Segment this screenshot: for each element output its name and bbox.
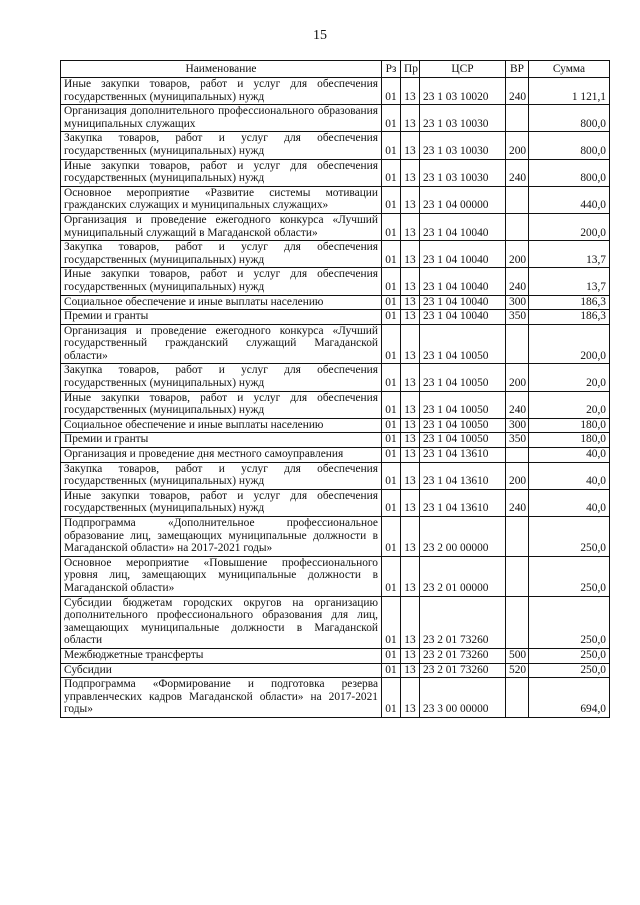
cell-csr: 23 1 04 10050 [420,433,506,448]
table-row [61,186,610,213]
cell-csr: 23 2 01 73260 [420,663,506,678]
cell-csr: 23 1 04 10040 [420,213,506,240]
cell-pr: 13 [401,105,420,132]
cell-name: Иные закупки товаров, работ и услуг для обеспечения государственных (муниципальных) нужд [61,78,382,105]
cell-vr: 350 [506,310,529,325]
cell-name: Организация и проведение ежегодного конкурса «Лучший государственный гражданский служащий Магаданской области» [61,324,382,364]
cell-csr: 23 1 04 10050 [420,391,506,418]
table-row [61,78,610,105]
cell-vr: 500 [506,648,529,663]
cell-sum: 40,0 [529,489,610,516]
header-sum: Сумма [529,61,610,78]
cell-pr: 13 [401,391,420,418]
cell-csr: 23 2 01 73260 [420,648,506,663]
cell-pr: 13 [401,596,420,648]
cell-pr: 13 [401,364,420,391]
cell-vr: 300 [506,418,529,433]
cell-name: Основное мероприятие «Развитие системы мотивации гражданских служащих и муниципальных служащих» [61,186,382,213]
cell-name: Премии и гранты [61,433,382,448]
cell-csr: 23 3 00 00000 [420,678,506,718]
cell-rz: 01 [382,596,401,648]
cell-rz: 01 [382,391,401,418]
cell-rz: 01 [382,489,401,516]
cell-sum: 180,0 [529,433,610,448]
cell-pr: 13 [401,648,420,663]
cell-sum: 186,3 [529,310,610,325]
cell-pr: 13 [401,159,420,186]
cell-rz: 01 [382,132,401,159]
cell-pr: 13 [401,678,420,718]
cell-sum: 40,0 [529,462,610,489]
cell-sum: 250,0 [529,517,610,557]
header-rz: Рз [382,61,401,78]
cell-sum: 20,0 [529,364,610,391]
table-row [61,648,610,663]
cell-sum: 200,0 [529,213,610,240]
table-row [61,663,610,678]
cell-sum: 250,0 [529,596,610,648]
cell-sum: 13,7 [529,268,610,295]
table-row [61,433,610,448]
cell-sum: 694,0 [529,678,610,718]
cell-rz: 01 [382,648,401,663]
table-row [61,310,610,325]
cell-csr: 23 1 04 10040 [420,295,506,310]
cell-pr: 13 [401,268,420,295]
cell-rz: 01 [382,78,401,105]
cell-rz: 01 [382,241,401,268]
cell-name: Организация и проведение дня местного самоуправления [61,448,382,463]
cell-rz: 01 [382,159,401,186]
cell-rz: 01 [382,364,401,391]
cell-vr [506,213,529,240]
table-header-row [61,61,610,78]
cell-pr: 13 [401,517,420,557]
cell-pr: 13 [401,418,420,433]
cell-sum: 250,0 [529,663,610,678]
table-row [61,105,610,132]
cell-vr: 200 [506,364,529,391]
header-name: Наименование [61,61,382,78]
cell-rz: 01 [382,310,401,325]
cell-name: Иные закупки товаров, работ и услуг для обеспечения государственных (муниципальных) нужд [61,489,382,516]
table-row [61,324,610,364]
cell-name: Основное мероприятие «Повышение профессионального уровня лиц, замещающих муниципальные должности в Магаданской области» [61,556,382,596]
cell-vr: 240 [506,489,529,516]
cell-pr: 13 [401,324,420,364]
cell-name: Иные закупки товаров, работ и услуг для обеспечения государственных (муниципальных) нужд [61,268,382,295]
table-row [61,556,610,596]
cell-pr: 13 [401,213,420,240]
cell-sum: 186,3 [529,295,610,310]
table-row [61,517,610,557]
cell-vr: 350 [506,433,529,448]
cell-csr: 23 1 04 13610 [420,462,506,489]
cell-vr: 240 [506,391,529,418]
cell-sum: 250,0 [529,556,610,596]
cell-pr: 13 [401,663,420,678]
table-row [61,418,610,433]
cell-pr: 13 [401,489,420,516]
cell-rz: 01 [382,324,401,364]
cell-sum: 40,0 [529,448,610,463]
cell-name: Иные закупки товаров, работ и услуг для обеспечения государственных (муниципальных) нужд [61,159,382,186]
cell-rz: 01 [382,663,401,678]
cell-vr [506,517,529,557]
cell-sum: 1 121,1 [529,78,610,105]
cell-rz: 01 [382,678,401,718]
header-csr: ЦСР [420,61,506,78]
cell-csr: 23 1 04 13610 [420,448,506,463]
cell-csr: 23 1 04 10050 [420,418,506,433]
table-row [61,596,610,648]
cell-vr [506,186,529,213]
cell-name: Подпрограмма «Дополнительное профессиональное образование лиц, замещающих муниципальные должности в Магаданской области» на 2017-2021 годы» [61,517,382,557]
cell-rz: 01 [382,448,401,463]
cell-csr: 23 1 04 00000 [420,186,506,213]
table-row [61,295,610,310]
cell-pr: 13 [401,295,420,310]
cell-rz: 01 [382,186,401,213]
header-vr: ВР [506,61,529,78]
cell-rz: 01 [382,268,401,295]
cell-pr: 13 [401,556,420,596]
cell-name: Иные закупки товаров, работ и услуг для обеспечения государственных (муниципальных) нужд [61,391,382,418]
cell-vr [506,596,529,648]
cell-rz: 01 [382,433,401,448]
cell-name: Субсидии [61,663,382,678]
cell-pr: 13 [401,241,420,268]
cell-csr: 23 1 04 10040 [420,268,506,295]
cell-vr [506,678,529,718]
cell-rz: 01 [382,556,401,596]
table-row [61,391,610,418]
table-row [61,448,610,463]
cell-sum: 200,0 [529,324,610,364]
cell-csr: 23 2 01 00000 [420,556,506,596]
cell-rz: 01 [382,105,401,132]
cell-sum: 13,7 [529,241,610,268]
cell-vr [506,105,529,132]
cell-sum: 20,0 [529,391,610,418]
page-number: 15 [313,28,327,43]
cell-pr: 13 [401,462,420,489]
cell-vr: 240 [506,159,529,186]
cell-pr: 13 [401,132,420,159]
table-row [61,268,610,295]
cell-sum: 800,0 [529,159,610,186]
table-row [61,462,610,489]
cell-name: Закупка товаров, работ и услуг для обеспечения государственных (муниципальных) нужд [61,462,382,489]
cell-name: Закупка товаров, работ и услуг для обеспечения государственных (муниципальных) нужд [61,132,382,159]
cell-sum: 800,0 [529,132,610,159]
cell-name: Премии и гранты [61,310,382,325]
table-row [61,213,610,240]
cell-vr [506,556,529,596]
cell-vr: 240 [506,268,529,295]
table-row [61,489,610,516]
table-body [61,78,610,718]
cell-rz: 01 [382,462,401,489]
cell-vr: 240 [506,78,529,105]
header-pr: Пр [401,61,420,78]
table-row [61,132,610,159]
cell-vr: 200 [506,462,529,489]
cell-vr: 300 [506,295,529,310]
budget-table [60,60,610,718]
cell-sum: 180,0 [529,418,610,433]
table-row [61,159,610,186]
cell-name: Подпрограмма «Формирование и подготовка резерва управленческих кадров Магаданской области» на 2017-2021 годы» [61,678,382,718]
cell-name: Закупка товаров, работ и услуг для обеспечения государственных (муниципальных) нужд [61,364,382,391]
cell-name: Закупка товаров, работ и услуг для обеспечения государственных (муниципальных) нужд [61,241,382,268]
cell-pr: 13 [401,78,420,105]
cell-csr: 23 1 03 10020 [420,78,506,105]
cell-pr: 13 [401,433,420,448]
cell-csr: 23 1 03 10030 [420,105,506,132]
table-row [61,241,610,268]
cell-csr: 23 2 00 00000 [420,517,506,557]
cell-pr: 13 [401,186,420,213]
cell-name: Межбюджетные трансферты [61,648,382,663]
table-row [61,678,610,718]
cell-rz: 01 [382,213,401,240]
cell-sum: 250,0 [529,648,610,663]
cell-name: Социальное обеспечение и иные выплаты населению [61,418,382,433]
cell-rz: 01 [382,418,401,433]
cell-csr: 23 1 03 10030 [420,159,506,186]
cell-csr: 23 1 04 10040 [420,310,506,325]
cell-pr: 13 [401,310,420,325]
cell-csr: 23 1 04 10050 [420,364,506,391]
cell-name: Социальное обеспечение и иные выплаты населению [61,295,382,310]
cell-vr: 200 [506,132,529,159]
cell-vr [506,324,529,364]
cell-pr: 13 [401,448,420,463]
cell-csr: 23 2 01 73260 [420,596,506,648]
cell-vr [506,448,529,463]
cell-csr: 23 1 04 13610 [420,489,506,516]
cell-vr: 520 [506,663,529,678]
cell-vr: 200 [506,241,529,268]
table-row [61,364,610,391]
cell-name: Организация и проведение ежегодного конкурса «Лучший муниципальный служащий в Магаданской области» [61,213,382,240]
cell-rz: 01 [382,517,401,557]
cell-csr: 23 1 04 10040 [420,241,506,268]
cell-csr: 23 1 04 10050 [420,324,506,364]
cell-name: Организация дополнительного профессионального образования муниципальных служащих [61,105,382,132]
cell-sum: 440,0 [529,186,610,213]
cell-name: Субсидии бюджетам городских округов на организацию дополнительного профессионального образования для лиц, замещающих муниципальные должности в Магаданской области [61,596,382,648]
cell-csr: 23 1 03 10030 [420,132,506,159]
cell-sum: 800,0 [529,105,610,132]
cell-rz: 01 [382,295,401,310]
